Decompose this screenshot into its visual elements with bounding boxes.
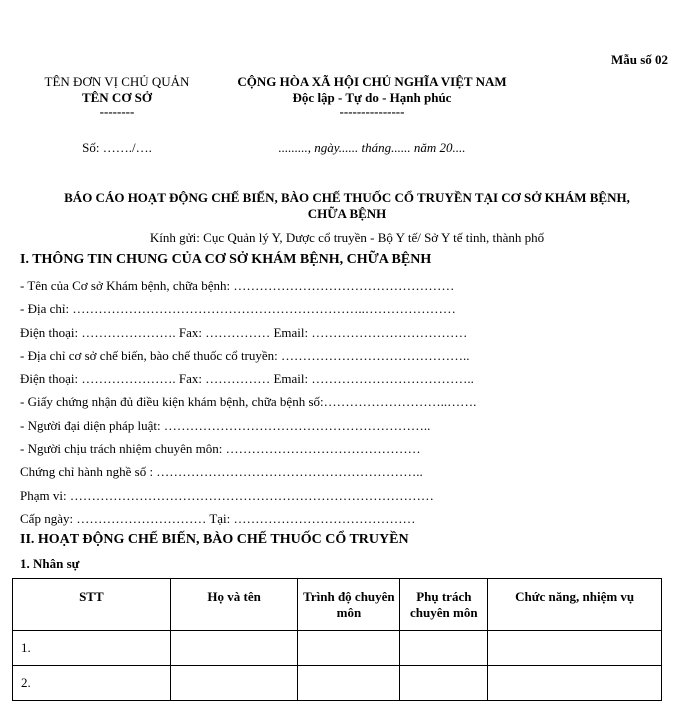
header-left	[22, 74, 212, 156]
date-line: ........., ngày...... tháng...... năm 20....	[278, 140, 466, 155]
cell-qualification[interactable]	[298, 631, 400, 666]
cell-duties[interactable]	[488, 631, 662, 666]
col-header-stt: STT	[13, 579, 171, 631]
nation-title: CỘNG HÒA XÃ HỘI CHỦ NGHĨA VIỆT NAM	[237, 74, 507, 89]
staff-table	[12, 578, 662, 701]
table-row	[13, 631, 662, 666]
cell-duties[interactable]	[488, 666, 662, 701]
field-issue-date: Cấp ngày: ………………………… Tại: ……………………………………	[20, 510, 416, 526]
header-right	[222, 74, 522, 156]
section2-sub-personnel: 1. Nhân sự	[20, 556, 80, 571]
report-title-line1: BÁO CÁO HOẠT ĐỘNG CHẾ BIẾN, BÀO CHẾ THUỐC CỔ TRUYỀN TẠI CƠ SỞ KHÁM BỆNH,	[64, 190, 630, 205]
document-number: Số: ……./….	[82, 140, 152, 155]
col-header-name: Họ và tên	[170, 579, 298, 631]
table-row	[13, 666, 662, 701]
col-header-duties: Chức năng, nhiệm vụ	[488, 579, 662, 631]
field-practice-certificate: Chứng chỉ hành nghề số : ……………………………………………………..	[20, 464, 423, 480]
cell-qualification[interactable]	[298, 666, 400, 701]
field-legal-representative: - Người đại diện pháp luật: ……………………………………………………..	[20, 417, 431, 433]
header-right-divider: ---------------	[339, 104, 405, 119]
org-name: TÊN CƠ SỞ	[81, 90, 153, 105]
field-facility-name: - Tên của Cơ sở Khám bệnh, chữa bệnh: ……………………………………………	[20, 278, 455, 293]
cell-name[interactable]	[170, 631, 298, 666]
field-professional-lead: - Người chịu trách nhiệm chuyên môn: ………………………………………	[20, 441, 421, 457]
table-header-row	[13, 579, 662, 631]
field-address: - Địa chỉ: …………………………………………………………..…………………	[20, 301, 456, 317]
org-parent-name: TÊN ĐƠN VỊ CHỦ QUẢN	[44, 74, 190, 89]
nation-motto: Độc lập - Tự do - Hạnh phúc	[292, 90, 452, 105]
section2-heading: II. HOẠT ĐỘNG CHẾ BIẾN, BÀO CHẾ THUỐC CỔ TRUYỀN	[20, 532, 409, 547]
header-left-divider: --------	[99, 104, 135, 119]
field-license-number: - Giấy chứng nhận đủ điều kiện khám bệnh, chữa bệnh số:………………………..…….	[20, 394, 477, 410]
row-number: 2.	[13, 666, 171, 701]
report-title-line2: CHỮA BỆNH	[307, 206, 387, 221]
form-number: Mẫu số 02	[610, 52, 668, 67]
field-contact: Điện thoại: …………………. Fax: …………… Email: ………………………………	[20, 324, 468, 340]
col-header-qualification: Trình độ chuyên môn	[298, 579, 400, 631]
col-header-in-charge: Phụ trách chuyên môn	[400, 579, 488, 631]
row-number: 1.	[13, 631, 171, 666]
report-title	[10, 190, 684, 222]
field-processing-contact: Điện thoại: …………………. Fax: …………… Email: ………………………………..	[20, 371, 474, 387]
recipient-line: Kính gửi: Cục Quản lý Y, Dược cổ truyền - Bộ Y tế/ Sở Y tế tỉnh, thành phố	[149, 230, 545, 245]
field-scope: Phạm vi: …………………………………………………………………………	[20, 487, 434, 503]
field-processing-address: - Địa chỉ cơ sở chế biến, bào chế thuốc cổ truyền: ……………………………………..	[20, 347, 470, 363]
cell-in-charge[interactable]	[400, 631, 488, 666]
section1-heading: I. THÔNG TIN CHUNG CỦA CƠ SỞ KHÁM BỆNH, CHỮA BỆNH	[20, 252, 432, 267]
cell-name[interactable]	[170, 666, 298, 701]
cell-in-charge[interactable]	[400, 666, 488, 701]
general-info-fields	[20, 278, 476, 534]
